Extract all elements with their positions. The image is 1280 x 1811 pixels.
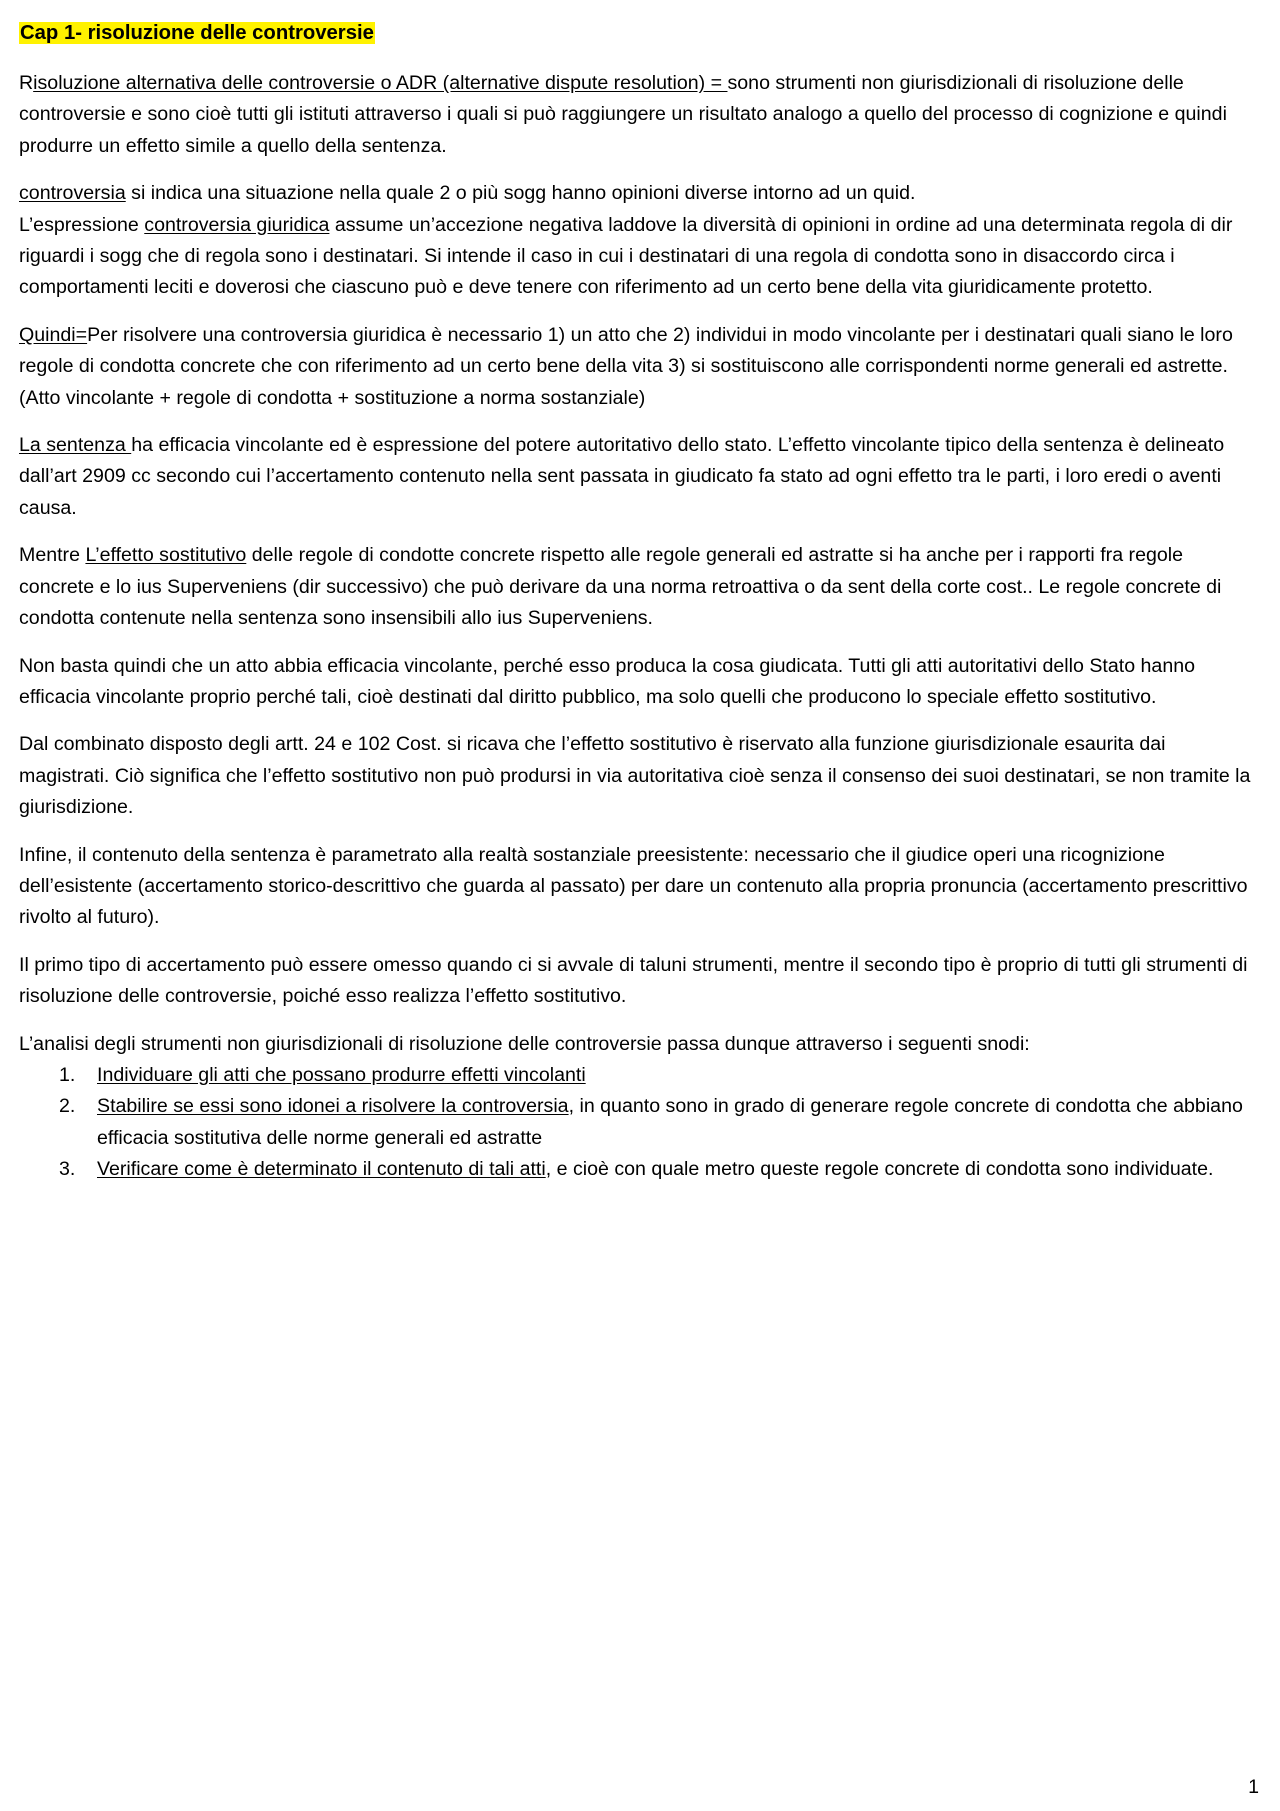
list-item-text: , e cioè con quale metro queste regole concrete di condotta sono individuate. [545,1158,1214,1181]
list-item-text: , in quanto sono in grado di generare regole concrete di condotta che abbiano efficacia sostitutiva delle norme generali ed astratte [97,1095,1243,1149]
steps-list [19,1060,1259,1186]
sentenza-text: ha efficacia vincolante ed è espressione del potere autoritativo dello stato. L’effetto vincolante tipico della sentenza è delineato dall’art 2909 cc secondo cui l’accertamento contenuto nella sent passata in giudicato fa stato ad ogni effetto tra le parti, i loro eredi o aventi causa. [19,434,1225,519]
title-line [19,19,1259,47]
espressione-text: L’espressione [19,213,145,236]
quindi-term: Quindi= [19,323,88,346]
paragraph-quindi [19,320,1259,414]
quindi-text: Per risolvere una controversia giuridica è necessario 1) un atto che 2) individui in modo vincolante per i destinatari quali siano le loro regole di condotta concrete che con riferimento ad un certo bene della vita 3) si sostituiscono alle corrispondenti norme generali ed astrette. (Atto vincolante + regole di condotta + sostituzione a norma sostanziale) [19,323,1233,409]
document-page [19,19,1259,1186]
paragraph-cosa-giudicata: Non basta quindi che un atto abbia efficacia vincolante, perché esso produca la cosa giudicata. Tutti gli atti autoritativi dello Stato hanno efficacia vincolante proprio perché tali, cioè destinati dal diritto pubblico, ma solo quelli che producono lo speciale effetto sostitutivo. [19,654,1196,708]
adr-term: isoluzione alternativa delle controversie o ADR (alternative dispute resolution) = [33,72,728,94]
adr-text: sono strumenti non giurisdizionali di risoluzione delle controversie e sono cioè tutti gli istituti attraverso i quali si può raggiungere un risultato analogo a quello del processo di cognizione e quindi produrre un effetto simile a quello della sentenza. [19,72,1227,157]
paragraph-costituzione: Dal combinato disposto degli artt. 24 e 102 Cost. si ricava che l’effetto sostitutivo è riservato alla funzione giurisdizionale esaurita dai magistrati. Ciò significa che l’effetto sostitutivo non può prodursi in via autoritativa cioè senza il consenso dei suoi destinatari, se non tramite la giurisdizione. [19,733,1251,819]
list-item-underlined: Individuare gli atti che possano produrre effetti vincolanti [97,1063,586,1086]
list-item-number: 2. [59,1095,76,1118]
controversia-giuridica-term: controversia giuridica [144,213,330,236]
list-item [19,1154,1259,1185]
paragraph-primo-tipo: Il primo tipo di accertamento può essere omesso quando ci si avvale di taluni strumenti, mentre il secondo tipo è proprio di tutti gli strumenti di risoluzione delle controversie, poiché esso realizza l’effetto sostitutivo. [19,953,1248,1008]
list-item-number: 3. [59,1158,76,1181]
paragraph-controversia [19,178,1259,304]
effetto-sostitutivo-text: delle regole di condotte concrete rispetto alle regole generali ed astratte si ha anche per i rapporti fra regole concrete e lo ius Superveniens (dir successivo) che può derivare da una norma retroattiva o da sent della corte cost.. Le regole concrete di condotta contenute nella sentenza sono insensibili allo ius Superveniens. [19,544,1222,630]
adr-lead-letter: R [19,72,34,94]
list-item-number: 1. [59,1063,76,1086]
effetto-sostitutivo-term: L’effetto sostitutivo [85,544,247,567]
paragraph-sentenza [19,430,1259,524]
list-item-underlined: Stabilire se essi sono idonei a risolvere la controversia [97,1095,569,1118]
paragraph-effetto-sostitutivo [19,540,1259,634]
paragraph-infine: Infine, il contenuto della sentenza è parametrato alla realtà sostanziale preesistente: necessario che il giudice operi una ricognizione dell’esistente (accertamento storico-descrittivo che guarda al passato) per dare un contenuto alla propria pronuncia (accertamento prescrittivo rivolto al futuro). [19,843,1248,929]
list-item-underlined: Verificare come è determinato il contenuto di tali atti [97,1158,546,1181]
page-number: 1 [1248,1776,1259,1798]
controversia-text: si indica una situazione nella quale 2 o più sogg hanno opinioni diverse intorno ad un quid. [125,182,916,205]
paragraph-adr-definition [19,68,1259,162]
list-item [19,1091,1259,1154]
mentre-text: Mentre [19,544,86,567]
controversia-term: controversia [19,182,126,205]
list-intro: L’analisi degli strumenti non giurisdizionali di risoluzione delle controversie passa dunque attraverso i seguenti snodi: [19,1032,1030,1055]
sentenza-term: La sentenza [19,434,132,457]
page-title: Cap 1- risoluzione delle controversie [20,22,374,44]
list-item [19,1060,1259,1091]
controversia-giuridica-text: assume un’accezione negativa laddove la diversità di opinioni in ordine ad una determinata regola di dir riguardi i sogg che di regola sono i destinatari. Si intende il caso in cui i destinatari di una regola di condotta sono in disaccordo circa i comportamenti leciti e doverosi che ciascuno può e deve tenere con riferimento ad un certo bene della vita giuridicamente protetto. [19,213,1233,299]
